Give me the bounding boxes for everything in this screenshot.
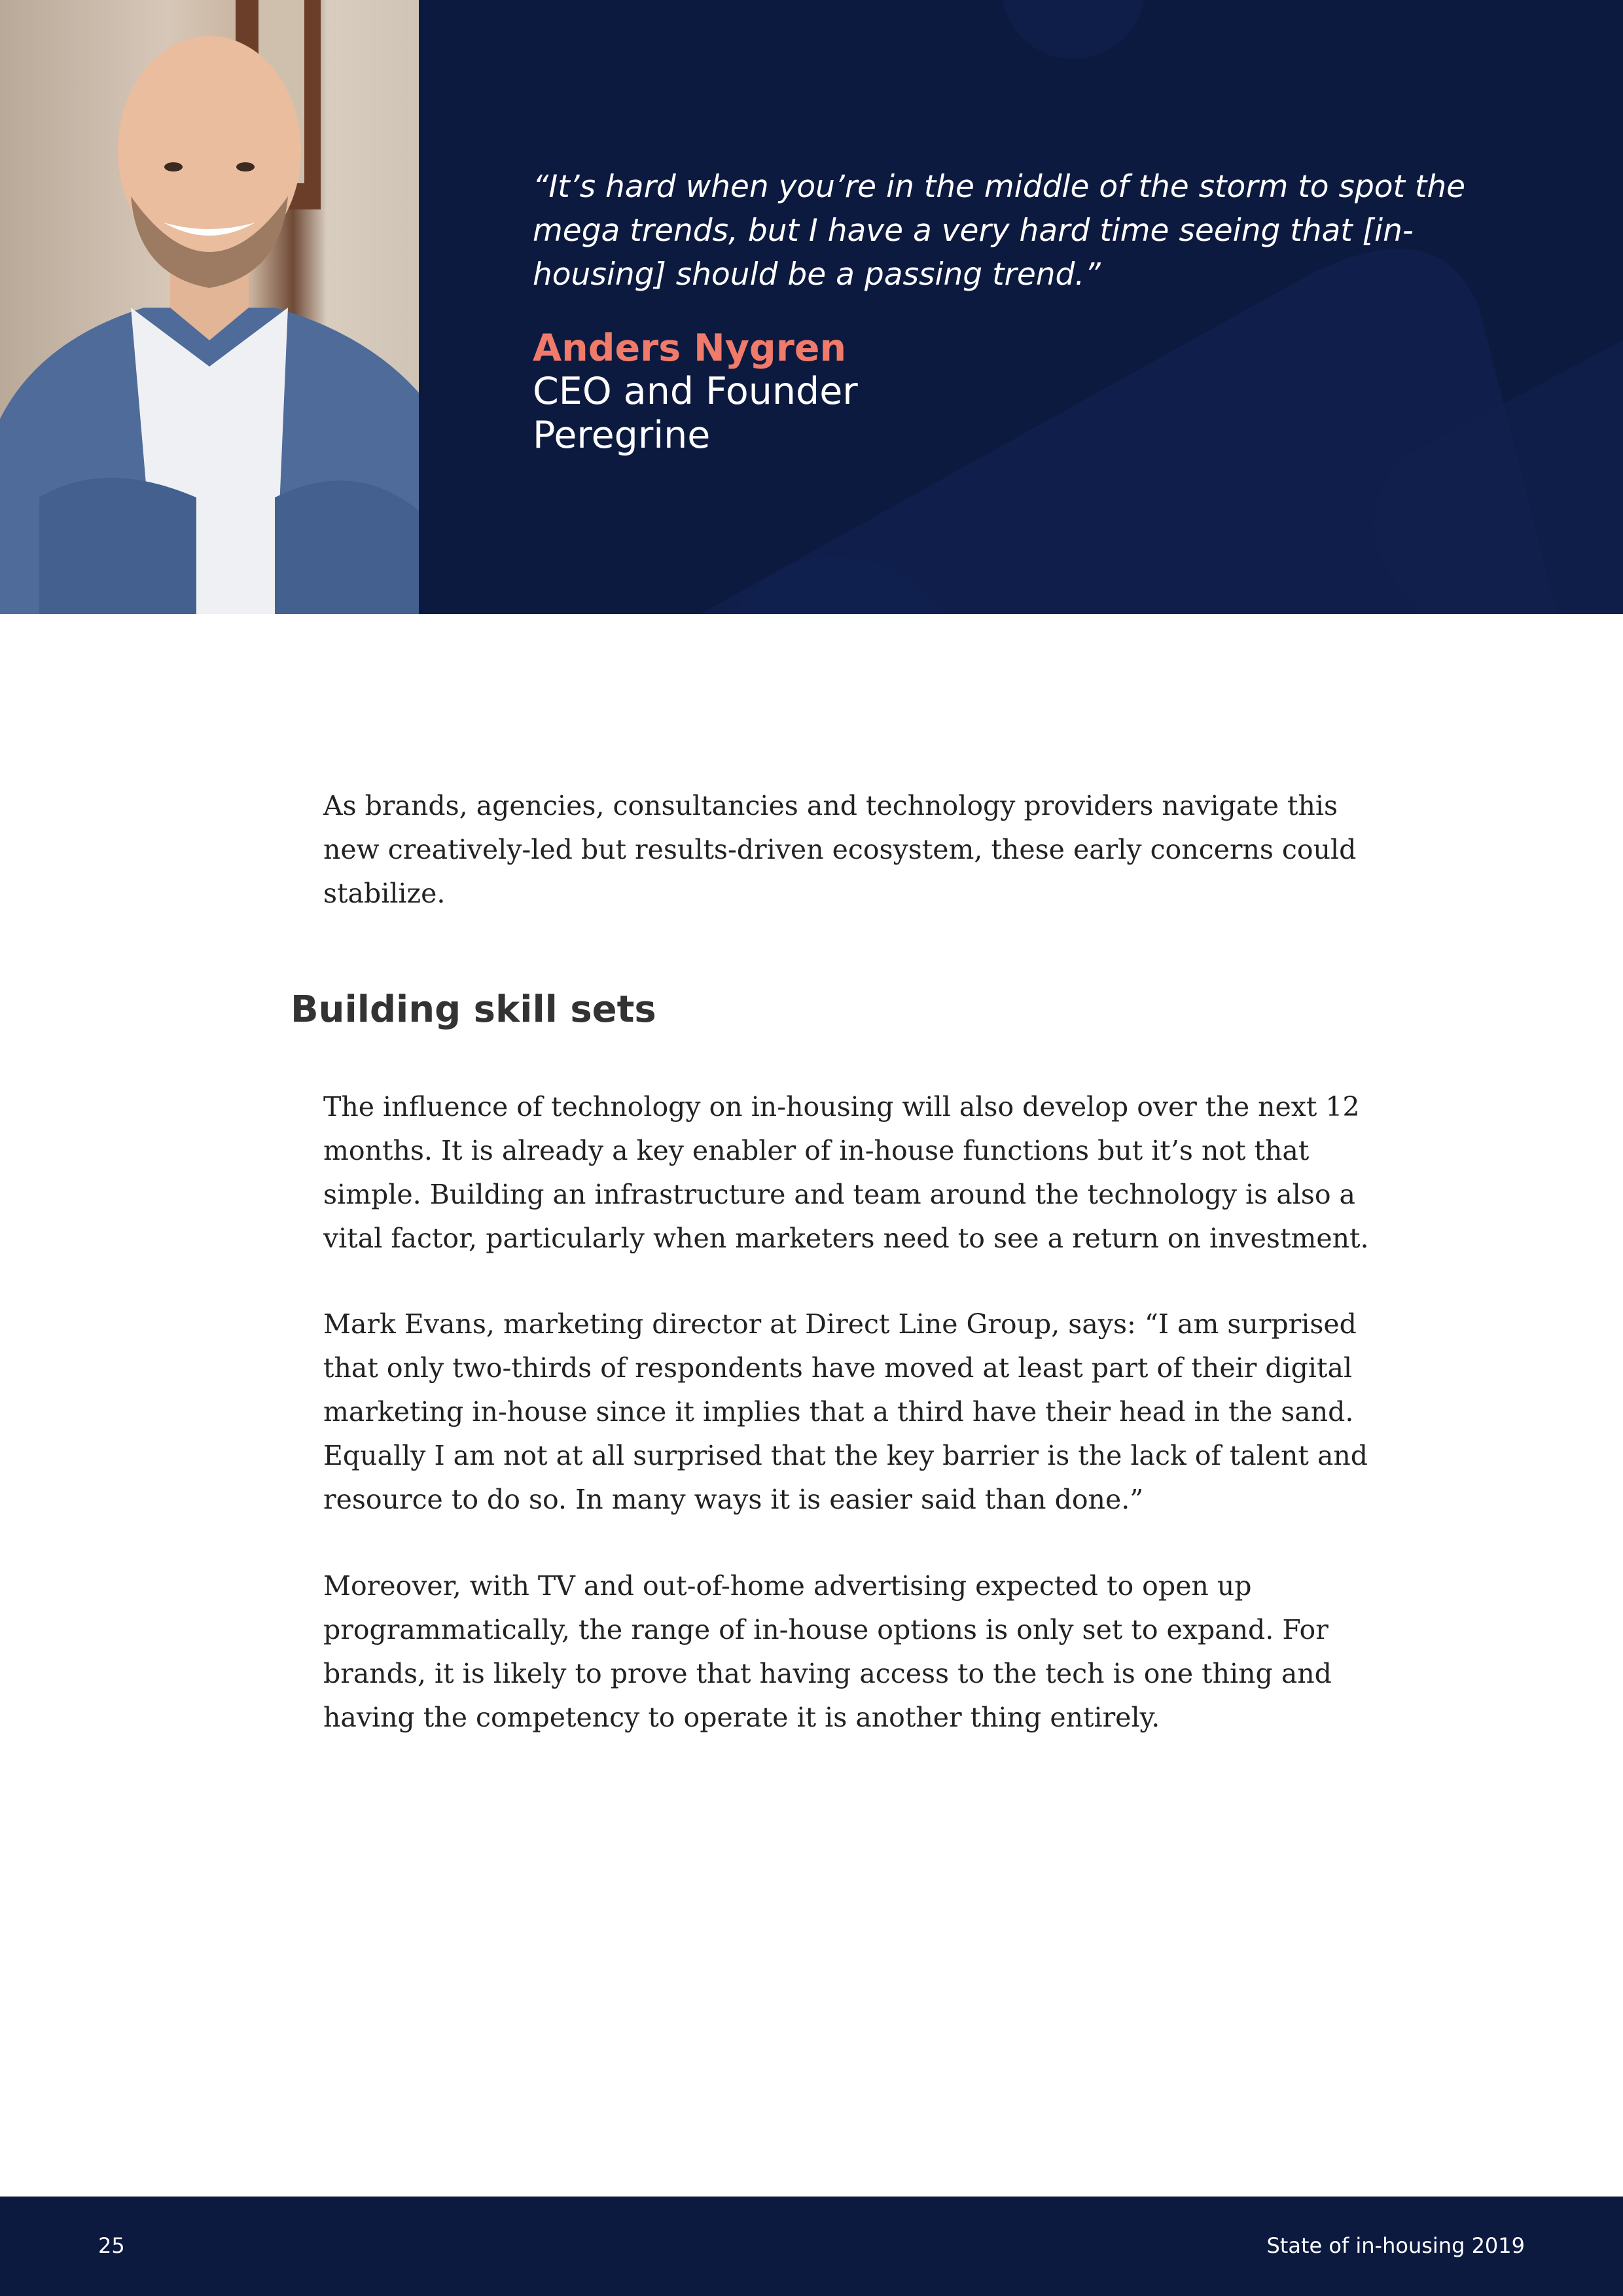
intro-paragraph: As brands, agencies, consultancies and technology providers navigate this new creatively-led but results-driven ecosystem, these early concerns could stabilize. [323,790,1357,909]
paragraph-technology: The influence of technology on in-housing will also develop over the next 12 months. It is already a key enabler of in-house functions but it’s not that simple. Building an infrastructure and team around the technology is also a vital factor, particularly when marketers need to see a return on investment. [323,1091,1369,1254]
portrait-photo [0,0,419,614]
pull-quote [533,165,1527,457]
author-name: Anders Nygren [533,327,847,370]
section-heading: Building skill sets [291,988,656,1031]
author-role: CEO and Founder [533,370,858,413]
page-footer [0,2197,1623,2296]
page-number: 25 [98,2233,125,2258]
author-company: Peregrine [533,414,711,457]
paragraph-mark-evans: Mark Evans, marketing director at Direct Line Group, says: “I am surprised that only two-thirds of respondents have moved at least part of their digital marketing in-house since it implies that a third have their head in the sand. Equally I am not at all surprised that the key barrier is the lack of talent and resource to do so. In many ways it is easier said than done.” [323,1308,1368,1515]
quote-banner [0,0,1623,614]
paragraph-programmatic: Moreover, with TV and out-of-home advertising expected to open up programmatically, the range of in-house options is only set to expand. For brands, it is likely to prove that having access to the tech is one thing and having the competency to operate it is another thing entirely. [323,1570,1332,1733]
document-title: State of in-housing 2019 [1266,2233,1525,2258]
quote-text: “It’s hard when you’re in the middle of the storm to spot the mega trends, but I have a very hard time seeing that [in-housing] should be a passing trend.” [533,169,1466,293]
